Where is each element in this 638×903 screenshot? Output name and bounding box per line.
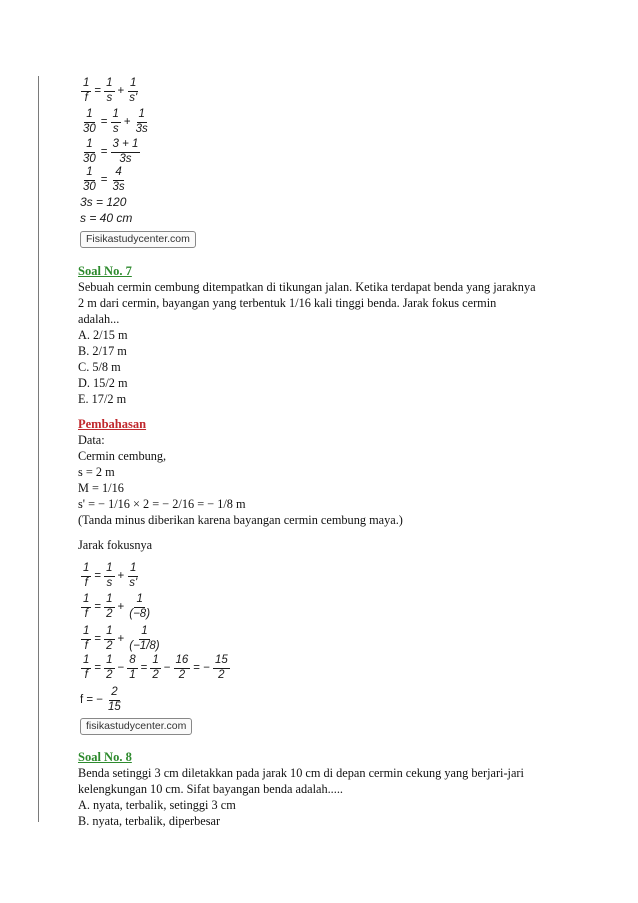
equation-line: $\frac{1}{30}$ = $\frac{1}{s}$ + $\frac{1}{3s}$: [83, 108, 148, 135]
answer-option: D. 15/2 m: [78, 376, 128, 390]
question-text-line: 2 m dari cermin, bayangan yang terbentuk 1/16 kali tinggi benda. Jarak fokus cermin: [78, 296, 497, 310]
left-margin-rule: [38, 76, 39, 822]
equation-line: $\frac{1}{f}$ = $\frac{1}{s}$ + $\frac{1}{s'}$: [83, 77, 138, 104]
question-text-line: Sebuah cermin cembung ditempatkan di tikungan jalan. Ketika terdapat benda yang jaraknya: [78, 280, 536, 294]
solution-line: Jarak fokusnya: [78, 538, 153, 552]
solution-line: Cermin cembung,: [78, 449, 167, 463]
question-title: Soal No. 7: [78, 264, 132, 278]
question-text-line: kelengkungan 10 cm. Sifat bayangan benda adalah.....: [78, 782, 343, 796]
solution-line: s = 2 m: [78, 465, 115, 479]
equation-line: $\frac{1}{f}$ = $\frac{1}{2}$ + $\frac{1}{(-1/8)}$: [83, 625, 160, 652]
question-text-line: adalah...: [78, 312, 120, 326]
solution-line: M = 1/16: [78, 481, 124, 495]
equation-line: $\frac{1}{f}$ = $\frac{1}{s}$ + $\frac{1}{s'}$: [83, 562, 138, 589]
answer-option: C. 5/8 m: [78, 360, 121, 374]
fraction: $\frac{1}{s'}$: [129, 77, 138, 104]
question-text-line: Benda setinggi 3 cm diletakkan pada jarak 10 cm di depan cermin cekung yang berjari-jari: [78, 766, 524, 780]
fraction: $\frac{1}{f}$: [83, 77, 90, 104]
equation-line: $\frac{1}{f}$ = $\frac{1}{2}$ − $\frac{8}{1}$ = $\frac{1}{2}$ − $\frac{16}{2}$ = − $\frac{15}{2}$: [83, 654, 228, 681]
answer-option: B. nyata, terbalik, diperbesar: [78, 814, 221, 828]
solution-line: Data:: [78, 433, 105, 447]
fraction: $\frac{1}{s}$: [106, 77, 113, 104]
watermark-badge: Fisikastudycenter.com: [80, 231, 196, 248]
equation-line: 3s = 120: [80, 195, 127, 209]
answer-option: A. 2/15 m: [78, 328, 128, 342]
equation-line: f = − $\frac{2}{15}$: [80, 686, 121, 713]
watermark-badge: fisikastudycenter.com: [80, 718, 192, 735]
answer-option: A. nyata, terbalik, setinggi 3 cm: [78, 798, 236, 812]
question-title: Soal No. 8: [78, 750, 132, 764]
solution-line: (Tanda minus diberikan karena bayangan cermin cembung maya.): [78, 513, 403, 527]
solution-line: s' = − 1/16 × 2 = − 2/16 = − 1/8 m: [78, 497, 246, 511]
equation-line: $\frac{1}{f}$ = $\frac{1}{2}$ + $\frac{1}{(-8)}$: [83, 593, 151, 620]
solution-title: Pembahasan: [78, 417, 147, 431]
answer-option: E. 17/2 m: [78, 392, 127, 406]
equation-line: s = 40 cm: [80, 211, 133, 225]
answer-option: B. 2/17 m: [78, 344, 127, 358]
equation-line: $\frac{1}{30}$ = $\frac{3 + 1}{3s}$: [83, 138, 139, 165]
equation-line: $\frac{1}{30}$ = $\frac{4}{3s}$: [83, 166, 125, 193]
